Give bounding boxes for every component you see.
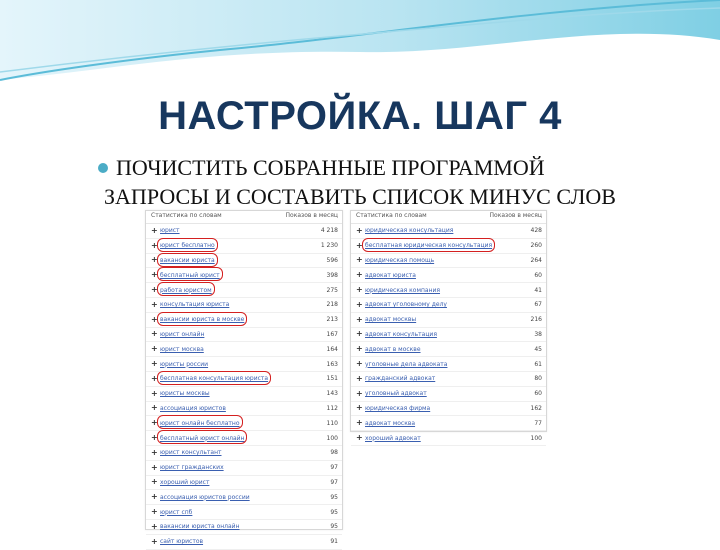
- keyword-link[interactable]: хороший адвокат: [365, 434, 421, 442]
- table-row: [351, 328, 546, 343]
- impressions-count: 167: [326, 330, 338, 338]
- keyword-link[interactable]: адвокат в москве: [365, 345, 421, 353]
- keyword-link[interactable]: вакансии юриста онлайн: [160, 523, 240, 531]
- bullet-item: [98, 155, 545, 181]
- table-row: [351, 402, 546, 417]
- impressions-count: 275: [326, 286, 338, 294]
- table-row: [351, 372, 546, 387]
- header-wave-decoration: [0, 0, 720, 90]
- keyword-link[interactable]: юридическая помощь: [365, 256, 435, 264]
- impressions-count: 95: [330, 523, 338, 531]
- impressions-count: 100: [530, 434, 542, 442]
- impressions-count: 97: [330, 478, 338, 486]
- add-keyword-icon[interactable]: +: [151, 477, 158, 487]
- add-keyword-icon[interactable]: +: [151, 270, 158, 280]
- bullet-icon: [98, 163, 108, 173]
- table-row: [146, 402, 342, 417]
- keyword-link[interactable]: вакансии юриста: [160, 256, 215, 264]
- add-keyword-icon[interactable]: +: [151, 447, 158, 457]
- add-keyword-icon[interactable]: +: [151, 521, 158, 531]
- keyword-link[interactable]: юрист бесплатно: [160, 242, 215, 250]
- keyword-link[interactable]: юрист онлайн бесплатно: [160, 419, 240, 427]
- table-row: [146, 520, 342, 535]
- keyword-link[interactable]: гражданский адвокат: [365, 375, 436, 383]
- add-keyword-icon[interactable]: +: [151, 492, 158, 502]
- impressions-count: 163: [326, 360, 338, 368]
- add-keyword-icon[interactable]: +: [356, 344, 363, 354]
- keyword-stats-table-right: [350, 210, 547, 443]
- highlight-circle: [362, 238, 495, 252]
- add-keyword-icon[interactable]: +: [356, 403, 363, 413]
- impressions-count: 60: [534, 390, 542, 398]
- add-keyword-icon[interactable]: +: [151, 462, 158, 472]
- keyword-link[interactable]: консультация юриста: [160, 301, 230, 309]
- add-keyword-icon[interactable]: +: [151, 344, 158, 354]
- table-row: [351, 387, 546, 402]
- add-keyword-icon[interactable]: +: [151, 285, 158, 295]
- add-keyword-icon[interactable]: +: [151, 536, 158, 546]
- table-header: [146, 211, 342, 224]
- header-count: Показов в месяц: [285, 212, 338, 219]
- impressions-count: 41: [534, 286, 542, 294]
- impressions-count: 260: [530, 242, 542, 250]
- bullet-text-line2: ЗАПРОСЫ И СОСТАВИТЬ СПИСОК МИНУС СЛОВ: [104, 184, 616, 209]
- add-keyword-icon[interactable]: +: [151, 433, 158, 443]
- table-row: [351, 313, 546, 328]
- keyword-link[interactable]: юрист консультант: [160, 449, 222, 457]
- impressions-count: 91: [330, 538, 338, 546]
- table-row: [146, 357, 342, 372]
- keyword-link[interactable]: адвокат москва: [365, 419, 416, 427]
- keyword-link[interactable]: адвокат москвы: [365, 316, 417, 324]
- impressions-count: 77: [534, 419, 542, 427]
- keyword-link[interactable]: ассоциация юристов россии: [160, 493, 250, 501]
- impressions-count: 4 218: [320, 227, 338, 235]
- table-row: [146, 387, 342, 402]
- keyword-link[interactable]: вакансии юриста в москве: [160, 316, 245, 324]
- add-keyword-icon[interactable]: +: [151, 418, 158, 428]
- add-keyword-icon[interactable]: +: [356, 285, 363, 295]
- add-keyword-icon[interactable]: +: [151, 359, 158, 369]
- keyword-link[interactable]: юрист: [160, 227, 180, 235]
- highlight-circle: [157, 371, 271, 385]
- keyword-link[interactable]: адвокат юриста: [365, 271, 416, 279]
- table-row: [351, 298, 546, 313]
- keyword-link[interactable]: уголовный адвокат: [365, 390, 427, 398]
- impressions-count: 398: [326, 271, 338, 279]
- table-row: [351, 416, 546, 431]
- table-row: [146, 268, 342, 283]
- keyword-link[interactable]: бесплатная консультация юриста: [160, 375, 269, 383]
- table-row: [146, 283, 342, 298]
- header-keyword: Статистика по словам: [151, 212, 222, 219]
- add-keyword-icon[interactable]: +: [356, 388, 363, 398]
- table-row: [146, 342, 342, 357]
- add-keyword-icon[interactable]: +: [151, 373, 158, 383]
- impressions-count: 67: [534, 301, 542, 309]
- table-row: [146, 239, 342, 254]
- table-row: [146, 298, 342, 313]
- highlight-circle: [157, 415, 243, 429]
- header-keyword: Статистика по словам: [356, 212, 427, 219]
- highlight-circle: [157, 267, 223, 281]
- add-keyword-icon[interactable]: +: [356, 418, 363, 428]
- keyword-link[interactable]: юрист спб: [160, 508, 193, 516]
- add-keyword-icon[interactable]: +: [151, 255, 158, 265]
- keyword-link[interactable]: юрист онлайн: [160, 330, 205, 338]
- impressions-count: 143: [326, 390, 338, 398]
- highlight-circle: [157, 282, 215, 296]
- impressions-count: 45: [534, 345, 542, 353]
- add-keyword-icon[interactable]: +: [356, 373, 363, 383]
- add-keyword-icon[interactable]: +: [356, 299, 363, 309]
- table-row: [351, 239, 546, 254]
- keyword-link[interactable]: юридическая компания: [365, 286, 441, 294]
- impressions-count: 264: [530, 256, 542, 264]
- keyword-link[interactable]: юрист москва: [160, 345, 204, 353]
- slide-title: НАСТРОЙКА. ШАГ 4: [158, 94, 562, 138]
- add-keyword-icon[interactable]: +: [151, 329, 158, 339]
- impressions-count: 80: [534, 375, 542, 383]
- table-row: [351, 254, 546, 269]
- highlight-circle: [157, 430, 247, 444]
- impressions-count: 38: [534, 330, 542, 338]
- impressions-count: 95: [330, 508, 338, 516]
- keyword-link[interactable]: хороший юрист: [160, 478, 210, 486]
- add-keyword-icon[interactable]: +: [151, 507, 158, 517]
- table-row: [146, 328, 342, 343]
- table-row: [146, 372, 342, 387]
- keyword-link[interactable]: бесплатная юридическая консультация: [365, 242, 493, 250]
- add-keyword-icon[interactable]: +: [151, 314, 158, 324]
- keyword-link[interactable]: юридическая фирма: [365, 404, 431, 412]
- table-row: [146, 505, 342, 520]
- add-keyword-icon[interactable]: +: [151, 388, 158, 398]
- table-row: [146, 313, 342, 328]
- highlight-circle: [157, 238, 218, 252]
- impressions-count: 428: [530, 227, 542, 235]
- add-keyword-icon[interactable]: +: [356, 270, 363, 280]
- impressions-count: 216: [530, 316, 542, 324]
- impressions-count: 164: [326, 345, 338, 353]
- keyword-link[interactable]: уголовные дела адвоката: [365, 360, 448, 368]
- add-keyword-icon[interactable]: +: [356, 225, 363, 235]
- keyword-stats-table-left: [145, 210, 343, 546]
- table-row: [351, 431, 546, 446]
- table-row: [146, 490, 342, 505]
- keyword-link[interactable]: юрист гражданских: [160, 464, 224, 472]
- keyword-link[interactable]: ассоциация юристов: [160, 404, 226, 412]
- impressions-count: 100: [326, 434, 338, 442]
- impressions-count: 61: [534, 360, 542, 368]
- impressions-count: 110: [326, 419, 338, 427]
- add-keyword-icon[interactable]: +: [356, 255, 363, 265]
- table-row: [146, 416, 342, 431]
- table-row: [351, 357, 546, 372]
- add-keyword-icon[interactable]: +: [151, 299, 158, 309]
- keyword-link[interactable]: бесплатный юрист: [160, 271, 220, 279]
- keyword-link[interactable]: юристы москвы: [160, 390, 210, 398]
- table-row: [146, 431, 342, 446]
- table-row: [351, 268, 546, 283]
- keyword-link[interactable]: адвокат консультация: [365, 330, 437, 338]
- table-row: [146, 535, 342, 550]
- table-row: [351, 224, 546, 239]
- keyword-link[interactable]: юристы россии: [160, 360, 209, 368]
- add-keyword-icon[interactable]: +: [356, 314, 363, 324]
- add-keyword-icon[interactable]: +: [356, 240, 363, 250]
- keyword-link[interactable]: сайт юристов: [160, 538, 204, 546]
- table-row: [146, 254, 342, 269]
- table-row: [351, 342, 546, 357]
- impressions-count: 151: [326, 375, 338, 383]
- table-row: [146, 446, 342, 461]
- impressions-count: 60: [534, 271, 542, 279]
- table-header: [351, 211, 546, 224]
- add-keyword-icon[interactable]: +: [151, 403, 158, 413]
- impressions-count: 162: [530, 404, 542, 412]
- impressions-count: 218: [326, 301, 338, 309]
- impressions-count: 97: [330, 464, 338, 472]
- add-keyword-icon[interactable]: +: [356, 359, 363, 369]
- table-row: [146, 461, 342, 476]
- keyword-link[interactable]: бесплатный юрист онлайн: [160, 434, 245, 442]
- impressions-count: 1 230: [320, 242, 338, 250]
- add-keyword-icon[interactable]: +: [356, 433, 363, 443]
- highlight-circle: [157, 312, 247, 326]
- table-row: [351, 283, 546, 298]
- keyword-link[interactable]: адвокат уголовному делу: [365, 301, 447, 309]
- highlight-circle: [157, 253, 218, 267]
- bullet-text-line1: ПОЧИСТИТЬ СОБРАННЫЕ ПРОГРАММОЙ: [116, 155, 545, 180]
- header-count: Показов в месяц: [489, 212, 542, 219]
- keyword-link[interactable]: работа юристом: [160, 286, 212, 294]
- impressions-count: 213: [326, 316, 338, 324]
- impressions-count: 98: [330, 449, 338, 457]
- impressions-count: 95: [330, 493, 338, 501]
- add-keyword-icon[interactable]: +: [151, 225, 158, 235]
- table-row: [146, 476, 342, 491]
- impressions-count: 112: [326, 404, 338, 412]
- table-row: [146, 224, 342, 239]
- add-keyword-icon[interactable]: +: [356, 329, 363, 339]
- impressions-count: 596: [326, 256, 338, 264]
- add-keyword-icon[interactable]: +: [151, 240, 158, 250]
- keyword-link[interactable]: юридическая консультация: [365, 227, 454, 235]
